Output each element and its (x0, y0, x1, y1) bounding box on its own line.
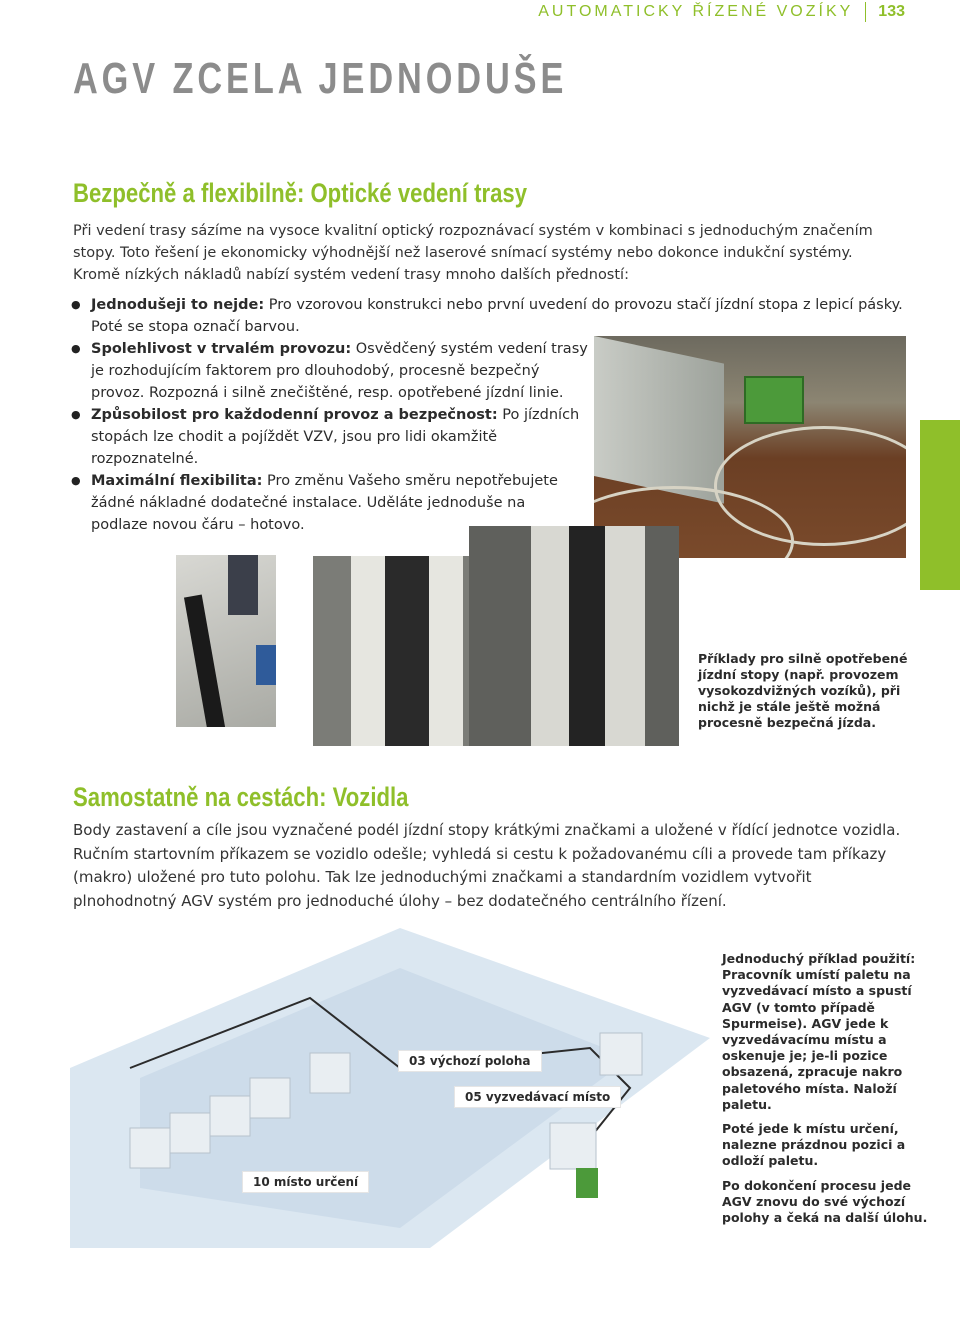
bullet-title: Spolehlivost v trvalém provozu: (91, 341, 352, 357)
chapter-tab (920, 420, 960, 590)
photo-wall (594, 336, 724, 504)
bullet-title: Maximální flexibilita: (91, 473, 263, 489)
white-stripe (429, 556, 463, 746)
page-header (538, 0, 905, 24)
bullet-text: Pro vzorovou konstrukci nebo první uvedení do provozu stačí jízdní stopa z lepicí pásky. Poté se stopa označí barvou. (91, 297, 903, 335)
agv-warehouse-photo (594, 336, 906, 558)
black-stripe (385, 556, 429, 746)
intro-paragraph: Při vedení trasy sázíme na vysoce kvalitní optický rozpoznávací systém v kombinaci s jednoduchým značením stopy. Toto řešení je ekonomicky výhodnější než laserové snímací systémy nebo dokonce indukční systémy. Kromě nízkých nákladů nabízí systém vedení trasy mnoho dalších předností: (73, 223, 873, 283)
bullet-item (70, 404, 590, 470)
black-stripe (569, 526, 605, 746)
agv-vehicle-image (744, 376, 804, 424)
example-step: Po dokončení procesu jede AGV znovu do své výchozí polohy a čeká na další úlohu. (722, 1177, 928, 1226)
bullet-title: Způsobilost pro každodenní provoz a bezpečnost: (91, 407, 498, 423)
section-heading-vehicles: Samostatně na cestách: Vozidla (73, 782, 409, 812)
page-title: AGV ZCELA JEDNODUŠE (73, 54, 568, 103)
bullet-item (70, 294, 930, 338)
header-divider (865, 2, 866, 22)
running-head: AUTOMATICKY ŘÍZENÉ VOZÍKY (538, 3, 854, 20)
tape-application-photo (176, 555, 276, 727)
tape-box-image (256, 645, 276, 685)
photo-caption: Příklady pro silně opotřebené jízdní stopy (např. provozem vysokozdvižných vozíků), při nichž je stále ještě možná procesně bezpečná jízda. (698, 651, 908, 730)
bullet-text: Po jízdních stopách lze chodit a pojíždět VZV, jsou pro lidi okamžitě rozpoznatelné. (91, 407, 580, 467)
section-heading-optical: Bezpečně a flexibilně: Optické vedení trasy (73, 178, 528, 208)
example-step: Jednoduchý příklad použití: Pracovník umístí paletu na vyzvedávací místo a spustí AGV (v tomto případě Spurmeise). AGV jede k vyzvedávacímu místu a oskenuje je; je-li pozice obsazená, zpracuje nakro paletového místa. Naloží paletu. (722, 951, 916, 1112)
label-start-position: 03 výchozí poloha (398, 1050, 542, 1072)
label-pickup-location: 05 vyzvedávací místo (454, 1086, 621, 1108)
white-stripe (351, 556, 385, 746)
bullet-item (70, 338, 590, 404)
bullet-text: Osvědčený systém vedení trasy je rozhodujícím faktorem pro dlouhodobý, procesně bezpečný provoz. Rozpozná i silně znečištěné, resp. opotřebené jízdní linie. (91, 341, 588, 401)
example-step: Poté jede k místu určení, nalezne prázdnou pozici a odloží paletu. (722, 1121, 906, 1169)
label-destination: 10 místo určení (242, 1171, 369, 1193)
dirty-track-photo (469, 526, 679, 746)
worker-legs-image (228, 555, 258, 615)
white-stripe (605, 526, 645, 746)
example-description (722, 951, 932, 1234)
vehicles-paragraph: Body zastavení a cíle jsou vyznačené podél jízdní stopy krátkými značkami a uložené v řídící jednotce vozidla. Ručním startovním příkazem se vozidlo odešle; vyhledá si cestu k požadovanému cíli a provede tam příkazy (makro) uložené pro tuto polohu. Tak lze jednoduchými značkami a standardním vozidlem vytvořit plnohodnotný AGV systém pro jednoduché úlohy – bez dodatečného centrálního řízení. (73, 821, 901, 910)
page-number: 133 (878, 3, 905, 20)
bullet-text: Pro změnu Vašeho směru nepotřebujete žádné nákladné dodatečné instalace. Uděláte jednoduše na podlaze novou čáru – hotovo. (91, 473, 558, 533)
bullet-title: Jednodušeji to nejde: (91, 297, 265, 313)
tape-line-image (184, 595, 226, 727)
white-stripe (531, 526, 569, 746)
agv-route-diagram (70, 928, 710, 1248)
